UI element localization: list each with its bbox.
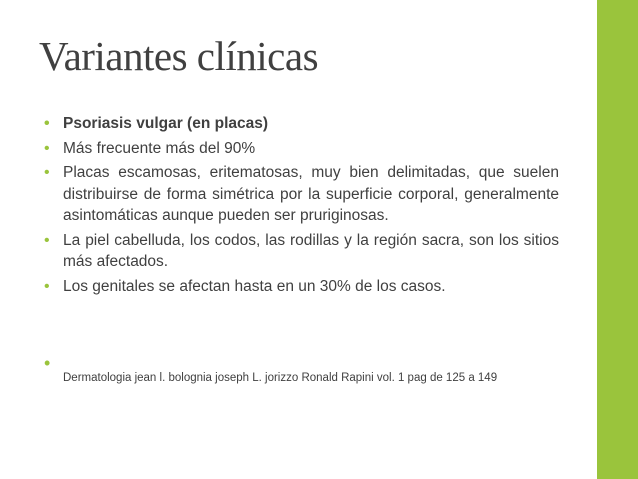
bullet-item: • Placas escamosas, eritematosas, muy bien delimitadas, que suelen distribuirse de forma simétrica por la superficie corporal, generalmente asintomáticas aunque pueden ser pruriginosas.	[44, 162, 559, 227]
bullet-item: • Los genitales se afectan hasta en un 30% de los casos.	[44, 276, 559, 298]
reference-text: Dermatologia jean l. bolognia joseph L. jorizzo Ronald Rapini vol. 1 pag de 125 a 149	[63, 372, 498, 384]
bullet-list	[44, 113, 559, 389]
slide-title: Variantes clínicas	[39, 33, 319, 79]
reference-item	[44, 360, 559, 386]
bullet-item: • Psoriasis vulgar (en placas)	[44, 113, 559, 135]
accent-bar	[597, 0, 638, 479]
bullet-item: • La piel cabelluda, los codos, las rodillas y la región sacra, son los sitios más afectados.	[44, 230, 559, 273]
bullet-item: • Más frecuente más del 90%	[44, 138, 559, 160]
